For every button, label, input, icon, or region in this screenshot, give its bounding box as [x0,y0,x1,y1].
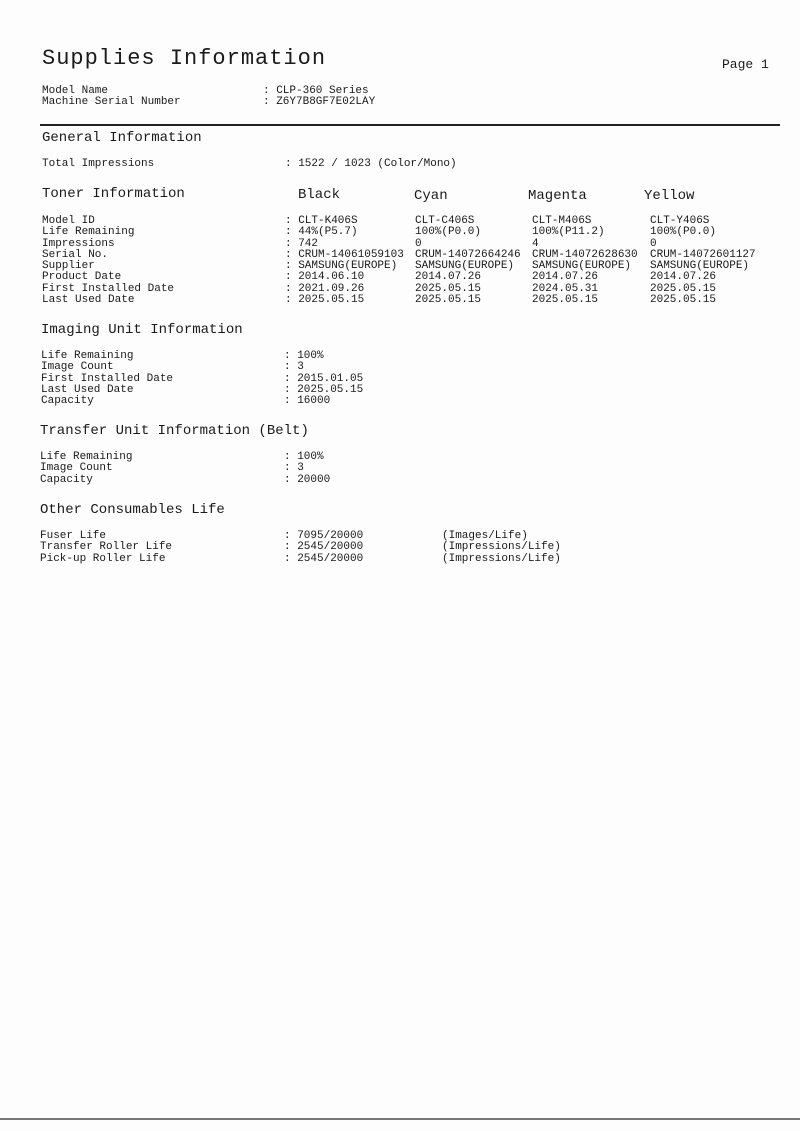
toner-black-value: : CRUM-14061059103 [285,248,404,261]
imaging-value: : 2015.01.05 [284,372,364,385]
other-unit: (Impressions/Life) [442,541,561,554]
toner-black-value: : 2025.05.15 [285,294,365,307]
toner-black-value: : 2021.09.26 [285,282,365,295]
header-values [263,86,375,109]
imaging-value: : 100% [284,350,324,362]
model-name-value: : CLP-360 Series [263,85,369,97]
imaging-label: Image Count [41,361,114,374]
general-section-title: General Information [42,130,202,146]
toner-cyan-value: SAMSUNG(EUROPE) [415,260,515,273]
other-labels [40,531,172,565]
page-title: Supplies Information [42,46,327,71]
header-labels [42,86,181,109]
imaging-value: : 3 [284,361,304,374]
other-value: : 2545/20000 [284,541,364,554]
general-values [285,159,457,170]
total-impressions-label: Total Impressions [42,158,155,170]
other-unit: (Images/Life) [442,530,528,542]
toner-col-yellow: Yellow [644,188,695,204]
total-impressions-value: : 1522 / 1023 (Color/Mono) [285,158,457,170]
toner-black-value: : 44%(P5.7) [285,226,358,239]
serial-number-label: Machine Serial Number [42,96,181,109]
toner-cyan-value: CRUM-14072664246 [415,248,521,261]
toner-magenta-value: 2014.07.26 [532,271,599,284]
toner-yellow-value: 2014.07.26 [650,271,717,284]
toner-yellow-value: CRUM-14072601127 [650,248,756,261]
transfer-value: : 100% [284,451,324,463]
toner-black-value: : CLT-K406S [285,215,358,227]
transfer-section-title: Transfer Unit Information (Belt) [40,423,309,439]
toner-yellow-value: CLT-Y406S [650,215,710,227]
toner-label: Last Used Date [42,294,135,307]
toner-black-value: : SAMSUNG(EUROPE) [285,260,398,273]
other-values [284,531,363,565]
toner-cyan-value: 2025.05.15 [415,282,482,295]
toner-col-black: Black [298,187,341,203]
toner-label: Life Remaining [42,226,135,239]
toner-yellow-value: 2025.05.15 [650,294,717,307]
page-number: Page 1 [722,57,769,72]
toner-magenta-value: 100%(P11.2) [532,226,605,239]
toner-label: Supplier [42,260,95,273]
toner-cyan-value: 0 [415,237,422,250]
toner-col-cyan: Cyan [414,188,448,204]
other-label: Transfer Roller Life [40,541,173,554]
toner-magenta-value: CLT-M406S [532,215,592,227]
toner-cyan-value: 2025.05.15 [415,294,482,307]
other-label: Fuser Life [40,530,107,542]
toner-black-value: : 742 [285,237,319,250]
toner-labels [42,216,174,306]
toner-yellow-values [650,216,756,306]
serial-number-value: : Z6Y7B8GF7E02LAY [263,96,376,109]
toner-cyan-values [415,216,521,306]
toner-yellow-value: 0 [650,237,657,250]
toner-label: Impressions [42,237,115,250]
transfer-label: Life Remaining [40,451,133,463]
transfer-values [284,452,330,486]
toner-yellow-value: SAMSUNG(EUROPE) [650,260,750,273]
imaging-labels [41,351,173,407]
toner-section-title: Toner Information [42,186,185,202]
toner-yellow-value: 2025.05.15 [650,282,717,295]
header-divider [40,124,780,126]
other-unit: (Impressions/Life) [442,552,561,565]
imaging-label: Last Used Date [41,383,134,396]
toner-label: Serial No. [42,248,109,261]
toner-cyan-value: 100%(P0.0) [415,226,482,239]
other-value: : 7095/20000 [284,530,364,542]
toner-black-values [285,216,404,306]
toner-magenta-value: 2025.05.15 [532,294,599,307]
imaging-values [284,351,363,407]
toner-magenta-value: 4 [532,237,539,250]
toner-magenta-values [532,216,638,306]
other-label: Pick-up Roller Life [40,552,166,565]
toner-magenta-value: 2024.05.31 [532,282,599,295]
transfer-value: : 3 [284,462,304,475]
toner-black-value: : 2014.06.10 [285,271,365,284]
transfer-label: Image Count [40,462,113,475]
imaging-label: Capacity [41,395,94,408]
toner-magenta-value: CRUM-14072628630 [532,248,638,261]
transfer-value: : 20000 [284,473,331,486]
other-value: : 2545/20000 [284,552,364,565]
model-name-label: Model Name [42,85,109,97]
imaging-label: First Installed Date [41,372,174,385]
other-units [442,531,561,565]
transfer-labels [40,452,132,486]
toner-label: Model ID [42,215,95,227]
imaging-label: Life Remaining [41,350,134,362]
toner-cyan-value: 2014.07.26 [415,271,482,284]
page-bottom-edge [0,1118,800,1120]
transfer-label: Capacity [40,473,93,486]
toner-label: First Installed Date [42,282,175,295]
toner-cyan-value: CLT-C406S [415,215,475,227]
general-labels [42,159,154,170]
toner-label: Product Date [42,271,122,284]
imaging-value: : 16000 [284,395,331,408]
toner-yellow-value: 100%(P0.0) [650,226,717,239]
imaging-section-title: Imaging Unit Information [41,322,243,338]
other-section-title: Other Consumables Life [40,502,225,518]
imaging-value: : 2025.05.15 [284,383,364,396]
toner-col-magenta: Magenta [528,188,587,204]
toner-magenta-value: SAMSUNG(EUROPE) [532,260,632,273]
